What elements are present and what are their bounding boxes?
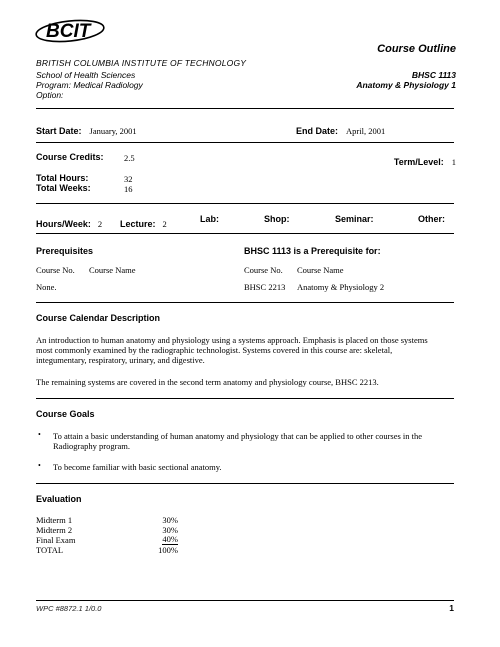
- start-date-value: January, 2001: [89, 126, 137, 136]
- hours-week: [36, 214, 102, 232]
- divider: [36, 142, 454, 143]
- prereq-for-course-name: Anatomy & Physiology 2: [297, 282, 385, 292]
- lecture-value: 2: [162, 219, 167, 229]
- course-title: Anatomy & Physiology 1: [356, 80, 456, 90]
- prereq-for-col-no: Course No.: [244, 265, 283, 275]
- program-name: Program: Medical Radiology: [36, 80, 143, 90]
- prereq-for-course-no: BHSC 2213: [244, 282, 286, 292]
- evaluation-label: Final Exam: [36, 535, 76, 545]
- school-name: School of Health Sciences: [36, 70, 136, 80]
- total-hours-value: 32: [124, 174, 133, 184]
- credits-value: 2.5: [124, 153, 135, 163]
- prereq-col-name: Course Name: [89, 265, 136, 275]
- seminar-label: Seminar:: [335, 214, 374, 224]
- start-date: [36, 121, 137, 139]
- evaluation-label: Midterm 2: [36, 525, 73, 535]
- lab-label: Lab:: [200, 214, 219, 224]
- lecture-hours: [120, 214, 167, 232]
- start-date-label: Start Date:: [36, 126, 82, 136]
- prereq-for-col-name: Course Name: [297, 265, 344, 275]
- goal-line: Radiography program.: [53, 441, 130, 451]
- page-number: 1: [449, 603, 454, 613]
- evaluation-row: [36, 525, 178, 535]
- goal-line: To become familiar with basic sectional anatomy.: [53, 462, 222, 472]
- calendar-line: An introduction to human anatomy and physiology using a systems approach. Emphasis is placed on those systems: [36, 335, 428, 345]
- form-code: WPC #8872.1 1/0.0: [36, 604, 102, 613]
- divider: [36, 398, 454, 399]
- goals-title: Course Goals: [36, 409, 95, 419]
- divider: [36, 108, 454, 109]
- footer-divider: [36, 600, 454, 601]
- prereq-col-no: Course No.: [36, 265, 75, 275]
- evaluation-title: Evaluation: [36, 494, 82, 504]
- evaluation-table: [36, 515, 178, 555]
- calendar-title: Course Calendar Description: [36, 313, 161, 323]
- calendar-line: integumentary, respiratory, urinary, and digestive.: [36, 355, 205, 365]
- end-date: [296, 121, 385, 139]
- calendar-para2: The remaining systems are covered in the second term anatomy and physiology course, BHSC 2213.: [36, 377, 379, 387]
- prerequisite-for-title: BHSC 1113 is a Prerequisite for:: [244, 246, 381, 256]
- term-level: [394, 152, 456, 170]
- other-label: Other:: [418, 214, 445, 224]
- bcit-logo: [34, 16, 110, 46]
- shop-label: Shop:: [264, 214, 290, 224]
- term-value: 1: [451, 157, 456, 167]
- calendar-line: most commonly examined by the radiographic technologist. Systems covered in this course are: skeletal,: [36, 345, 393, 355]
- evaluation-row: [36, 545, 178, 555]
- total-weeks-value: 16: [124, 184, 133, 194]
- total-hours-label: Total Hours:: [36, 173, 89, 183]
- prereq-value: None.: [36, 282, 57, 292]
- evaluation-value: 100%: [158, 545, 178, 555]
- evaluation-row: [36, 535, 178, 545]
- end-date-value: April, 2001: [346, 126, 386, 136]
- credits-label: Course Credits:: [36, 152, 104, 162]
- evaluation-value: 30%: [162, 515, 178, 525]
- divider: [36, 203, 454, 204]
- evaluation-label: Midterm 1: [36, 515, 73, 525]
- end-date-label: End Date:: [296, 126, 339, 136]
- term-label: Term/Level:: [393, 157, 444, 167]
- bcit-logo-text: BCIT: [46, 21, 91, 42]
- divider: [36, 302, 454, 303]
- evaluation-row: [36, 515, 178, 525]
- divider: [36, 483, 454, 484]
- option-label: Option:: [36, 90, 64, 100]
- bullet-icon: •: [38, 461, 41, 470]
- total-weeks-label: Total Weeks:: [36, 183, 91, 193]
- divider: [36, 233, 454, 234]
- prerequisites-title: Prerequisites: [36, 246, 94, 256]
- course-code: BHSC 1113: [411, 70, 456, 80]
- evaluation-value: 40%: [162, 534, 178, 544]
- lecture-label: Lecture:: [120, 219, 156, 229]
- bullet-icon: •: [38, 430, 41, 439]
- goal-line: To attain a basic understanding of human anatomy and physiology that can be applied to other courses in the: [53, 431, 423, 441]
- doc-title: Course Outline: [377, 43, 456, 55]
- evaluation-label: TOTAL: [36, 545, 64, 555]
- institute-name: BRITISH COLUMBIA INSTITUTE OF TECHNOLOGY: [36, 58, 247, 68]
- evaluation-value: 30%: [162, 525, 178, 535]
- hours-week-label: Hours/Week:: [36, 219, 91, 229]
- hours-week-value: 2: [97, 219, 103, 229]
